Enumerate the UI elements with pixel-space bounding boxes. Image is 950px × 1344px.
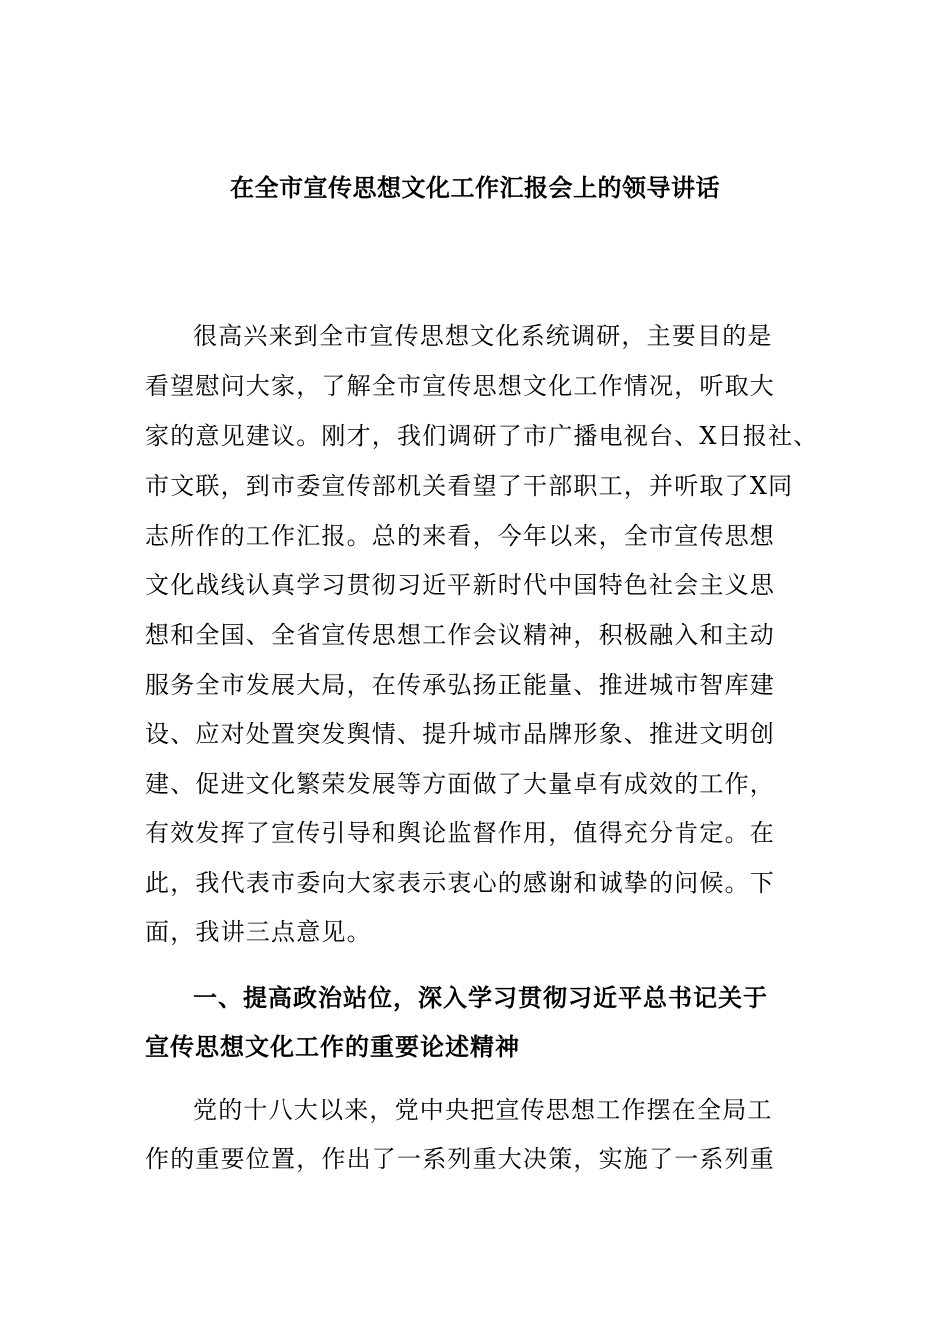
paragraph-line: 设、应对处置突发舆情、提升城市品牌形象、推进文明创 xyxy=(145,720,775,748)
section-heading: 宣传思想文化工作的重要论述精神 xyxy=(145,1033,520,1061)
paragraph-line: 面，我讲三点意见。 xyxy=(145,918,372,946)
paragraph-line: 服务全市发展大局，在传承弘扬正能量、推进城市智库建 xyxy=(145,671,775,699)
paragraph-line: 有效发挥了宣传引导和舆论监督作用，值得充分肯定。在 xyxy=(145,819,775,847)
document-title: 在全市宣传思想文化工作汇报会上的领导讲话 xyxy=(230,174,720,202)
paragraph-line: 建、促进文化繁荣发展等方面做了大量卓有成效的工作， xyxy=(145,770,775,798)
paragraph-line: 志所作的工作汇报。总的来看，今年以来，全市宣传思想 xyxy=(145,522,775,550)
paragraph-line: 家的意见建议。刚才，我们调研了市广播电视台、X日报社、 xyxy=(145,422,819,450)
paragraph-line: 市文联，到市委宣传部机关看望了干部职工，并听取了X同 xyxy=(145,472,794,500)
paragraph-line: 党的十八大以来，党中央把宣传思想工作摆在全局工 xyxy=(193,1096,773,1124)
paragraph-line: 很高兴来到全市宣传思想文化系统调研，主要目的是 xyxy=(193,322,773,350)
paragraph-line: 想和全国、全省宣传思想工作会议精神，积极融入和主动 xyxy=(145,621,775,649)
section-heading: 一、提高政治站位，深入学习贯彻习近平总书记关于 xyxy=(193,984,768,1012)
paragraph-line: 此，我代表市委向大家表示衷心的感谢和诚挚的问候。下 xyxy=(145,869,775,897)
paragraph-line: 文化战线认真学习贯彻习近平新时代中国特色社会主义思 xyxy=(145,571,775,599)
paragraph-line: 作的重要位置，作出了一系列重大决策，实施了一系列重 xyxy=(145,1145,775,1173)
paragraph-line: 看望慰问大家，了解全市宣传思想文化工作情况，听取大 xyxy=(145,372,775,400)
